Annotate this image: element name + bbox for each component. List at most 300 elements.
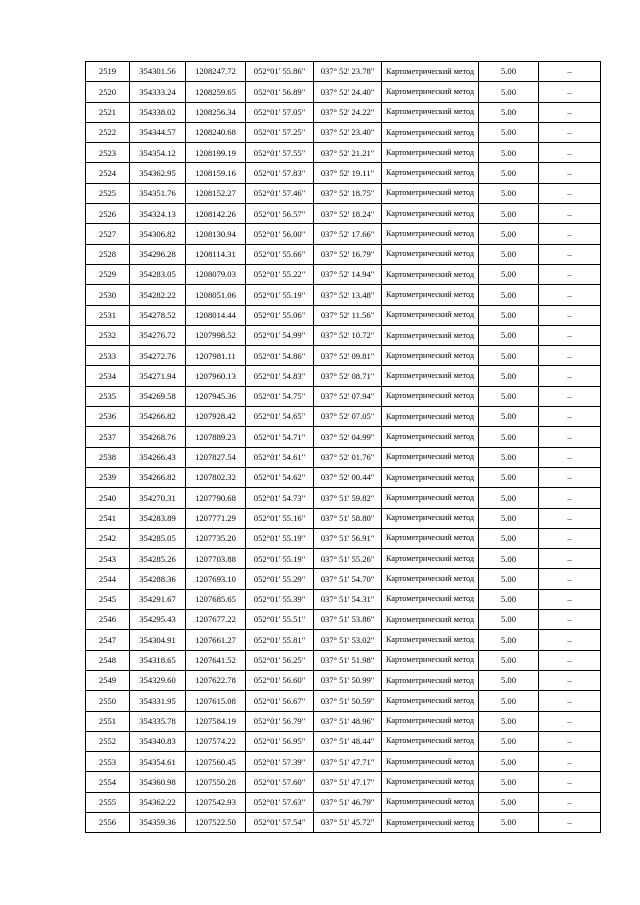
- latitude-cell: 052°01' 54.99": [246, 325, 314, 345]
- latitude-cell: 052°01' 55.81": [246, 630, 314, 650]
- x-coordinate-cell: 354271.94: [130, 366, 186, 386]
- latitude-cell: 052°01' 56.00": [246, 224, 314, 244]
- latitude-cell: 052°01' 56.95": [246, 731, 314, 751]
- precision-cell: 5.00: [479, 752, 539, 772]
- method-cell: Картометрический метод: [382, 650, 479, 670]
- table-body: [86, 62, 601, 833]
- y-coordinate-cell: 1207693.10: [186, 569, 246, 589]
- table-row: [86, 528, 601, 548]
- table-row: [86, 224, 601, 244]
- x-coordinate-cell: 354285.05: [130, 528, 186, 548]
- dash-cell: –: [539, 285, 601, 305]
- table-row: [86, 650, 601, 670]
- latitude-cell: 052°01' 54.73": [246, 488, 314, 508]
- point-number-cell: 2555: [86, 792, 130, 812]
- y-coordinate-cell: 1208152.27: [186, 183, 246, 203]
- longitude-cell: 037° 51' 47.17": [314, 772, 382, 792]
- method-cell: Картометрический метод: [382, 772, 479, 792]
- table-row: [86, 447, 601, 467]
- dash-cell: –: [539, 264, 601, 284]
- latitude-cell: 052°01' 56.25": [246, 650, 314, 670]
- x-coordinate-cell: 354338.02: [130, 102, 186, 122]
- point-number-cell: 2548: [86, 650, 130, 670]
- dash-cell: –: [539, 812, 601, 832]
- longitude-cell: 037° 51' 46.79": [314, 792, 382, 812]
- longitude-cell: 037° 51' 56.91": [314, 528, 382, 548]
- precision-cell: 5.00: [479, 183, 539, 203]
- dash-cell: –: [539, 670, 601, 690]
- x-coordinate-cell: 354354.12: [130, 143, 186, 163]
- longitude-cell: 037° 51' 50.59": [314, 691, 382, 711]
- table-row: [86, 630, 601, 650]
- precision-cell: 5.00: [479, 549, 539, 569]
- y-coordinate-cell: 1208159.16: [186, 163, 246, 183]
- method-cell: Картометрический метод: [382, 447, 479, 467]
- point-number-cell: 2534: [86, 366, 130, 386]
- table-row: [86, 467, 601, 487]
- x-coordinate-cell: 354362.95: [130, 163, 186, 183]
- precision-cell: 5.00: [479, 386, 539, 406]
- y-coordinate-cell: 1207574.22: [186, 731, 246, 751]
- latitude-cell: 052°01' 54.83": [246, 366, 314, 386]
- dash-cell: –: [539, 204, 601, 224]
- precision-cell: 5.00: [479, 569, 539, 589]
- method-cell: Картометрический метод: [382, 143, 479, 163]
- dash-cell: –: [539, 508, 601, 528]
- table-row: [86, 163, 601, 183]
- longitude-cell: 037° 51' 53.02": [314, 630, 382, 650]
- latitude-cell: 052°01' 55.06": [246, 305, 314, 325]
- dash-cell: –: [539, 752, 601, 772]
- dash-cell: –: [539, 589, 601, 609]
- point-number-cell: 2524: [86, 163, 130, 183]
- longitude-cell: 037° 52' 07.05": [314, 407, 382, 427]
- method-cell: Картометрический метод: [382, 589, 479, 609]
- table-row: [86, 549, 601, 569]
- x-coordinate-cell: 354272.76: [130, 346, 186, 366]
- precision-cell: 5.00: [479, 610, 539, 630]
- y-coordinate-cell: 1208259.65: [186, 82, 246, 102]
- method-cell: Картометрический метод: [382, 163, 479, 183]
- latitude-cell: 052°01' 55.19": [246, 549, 314, 569]
- y-coordinate-cell: 1208240.68: [186, 122, 246, 142]
- precision-cell: 5.00: [479, 812, 539, 832]
- dash-cell: –: [539, 407, 601, 427]
- latitude-cell: 052°01' 55.19": [246, 528, 314, 548]
- latitude-cell: 052°01' 55.66": [246, 244, 314, 264]
- dash-cell: –: [539, 528, 601, 548]
- table-row: [86, 346, 601, 366]
- longitude-cell: 037° 52' 09.81": [314, 346, 382, 366]
- table-row: [86, 711, 601, 731]
- point-number-cell: 2528: [86, 244, 130, 264]
- table-row: [86, 427, 601, 447]
- y-coordinate-cell: 1207735.20: [186, 528, 246, 548]
- dash-cell: –: [539, 325, 601, 345]
- method-cell: Картометрический метод: [382, 630, 479, 650]
- precision-cell: 5.00: [479, 731, 539, 751]
- method-cell: Картометрический метод: [382, 610, 479, 630]
- point-number-cell: 2549: [86, 670, 130, 690]
- y-coordinate-cell: 1207889.23: [186, 427, 246, 447]
- method-cell: Картометрический метод: [382, 427, 479, 447]
- longitude-cell: 037° 51' 45.72": [314, 812, 382, 832]
- latitude-cell: 052°01' 54.75": [246, 386, 314, 406]
- longitude-cell: 037° 51' 59.82": [314, 488, 382, 508]
- point-number-cell: 2545: [86, 589, 130, 609]
- method-cell: Картометрический метод: [382, 569, 479, 589]
- precision-cell: 5.00: [479, 305, 539, 325]
- latitude-cell: 052°01' 56.79": [246, 711, 314, 731]
- precision-cell: 5.00: [479, 467, 539, 487]
- dash-cell: –: [539, 386, 601, 406]
- dash-cell: –: [539, 427, 601, 447]
- precision-cell: 5.00: [479, 792, 539, 812]
- point-number-cell: 2532: [86, 325, 130, 345]
- y-coordinate-cell: 1208130.94: [186, 224, 246, 244]
- point-number-cell: 2556: [86, 812, 130, 832]
- dash-cell: –: [539, 630, 601, 650]
- point-number-cell: 2520: [86, 82, 130, 102]
- point-number-cell: 2552: [86, 731, 130, 751]
- point-number-cell: 2526: [86, 204, 130, 224]
- dash-cell: –: [539, 549, 601, 569]
- x-coordinate-cell: 354269.58: [130, 386, 186, 406]
- table-row: [86, 407, 601, 427]
- x-coordinate-cell: 354301.56: [130, 62, 186, 82]
- method-cell: Картометрический метод: [382, 244, 479, 264]
- precision-cell: 5.00: [479, 163, 539, 183]
- table-row: [86, 285, 601, 305]
- longitude-cell: 037° 52' 23.78": [314, 62, 382, 82]
- y-coordinate-cell: 1207945.36: [186, 386, 246, 406]
- method-cell: Картометрический метод: [382, 122, 479, 142]
- table-row: [86, 183, 601, 203]
- point-number-cell: 2527: [86, 224, 130, 244]
- method-cell: Картометрический метод: [382, 325, 479, 345]
- table-row: [86, 143, 601, 163]
- longitude-cell: 037° 52' 01.76": [314, 447, 382, 467]
- x-coordinate-cell: 354278.52: [130, 305, 186, 325]
- longitude-cell: 037° 52' 18.24": [314, 204, 382, 224]
- longitude-cell: 037° 52' 24.40": [314, 82, 382, 102]
- x-coordinate-cell: 354324.13: [130, 204, 186, 224]
- table-row: [86, 244, 601, 264]
- longitude-cell: 037° 52' 17.66": [314, 224, 382, 244]
- precision-cell: 5.00: [479, 630, 539, 650]
- dash-cell: –: [539, 102, 601, 122]
- y-coordinate-cell: 1208247.72: [186, 62, 246, 82]
- dash-cell: –: [539, 447, 601, 467]
- x-coordinate-cell: 354266.82: [130, 467, 186, 487]
- method-cell: Картометрический метод: [382, 264, 479, 284]
- x-coordinate-cell: 354282.22: [130, 285, 186, 305]
- point-number-cell: 2525: [86, 183, 130, 203]
- method-cell: Картометрический метод: [382, 670, 479, 690]
- latitude-cell: 052°01' 55.22": [246, 264, 314, 284]
- precision-cell: 5.00: [479, 427, 539, 447]
- x-coordinate-cell: 354329.60: [130, 670, 186, 690]
- latitude-cell: 052°01' 55.86": [246, 62, 314, 82]
- table-row: [86, 812, 601, 832]
- point-number-cell: 2551: [86, 711, 130, 731]
- latitude-cell: 052°01' 57.39": [246, 752, 314, 772]
- y-coordinate-cell: 1207522.50: [186, 812, 246, 832]
- dash-cell: –: [539, 772, 601, 792]
- y-coordinate-cell: 1207560.45: [186, 752, 246, 772]
- y-coordinate-cell: 1208051.06: [186, 285, 246, 305]
- precision-cell: 5.00: [479, 244, 539, 264]
- longitude-cell: 037° 52' 23.40": [314, 122, 382, 142]
- precision-cell: 5.00: [479, 224, 539, 244]
- longitude-cell: 037° 52' 00.44": [314, 467, 382, 487]
- latitude-cell: 052°01' 56.89": [246, 82, 314, 102]
- table-row: [86, 488, 601, 508]
- dash-cell: –: [539, 224, 601, 244]
- x-coordinate-cell: 354318.65: [130, 650, 186, 670]
- y-coordinate-cell: 1207827.54: [186, 447, 246, 467]
- latitude-cell: 052°01' 57.25": [246, 122, 314, 142]
- longitude-cell: 037° 51' 54.70": [314, 569, 382, 589]
- longitude-cell: 037° 52' 16.79": [314, 244, 382, 264]
- table-row: [86, 731, 601, 751]
- table-row: [86, 569, 601, 589]
- point-number-cell: 2535: [86, 386, 130, 406]
- point-number-cell: 2521: [86, 102, 130, 122]
- latitude-cell: 052°01' 54.86": [246, 346, 314, 366]
- point-number-cell: 2538: [86, 447, 130, 467]
- method-cell: Картометрический метод: [382, 366, 479, 386]
- latitude-cell: 052°01' 56.67": [246, 691, 314, 711]
- method-cell: Картометрический метод: [382, 467, 479, 487]
- point-number-cell: 2546: [86, 610, 130, 630]
- table-row: [86, 264, 601, 284]
- point-number-cell: 2543: [86, 549, 130, 569]
- longitude-cell: 037° 51' 47.71": [314, 752, 382, 772]
- latitude-cell: 052°01' 54.61": [246, 447, 314, 467]
- x-coordinate-cell: 354276.72: [130, 325, 186, 345]
- x-coordinate-cell: 354270.31: [130, 488, 186, 508]
- longitude-cell: 037° 51' 48.44": [314, 731, 382, 751]
- table-row: [86, 386, 601, 406]
- longitude-cell: 037° 52' 24.22": [314, 102, 382, 122]
- y-coordinate-cell: 1207771.29: [186, 508, 246, 528]
- table-row: [86, 792, 601, 812]
- longitude-cell: 037° 52' 07.94": [314, 386, 382, 406]
- longitude-cell: 037° 52' 19.11": [314, 163, 382, 183]
- precision-cell: 5.00: [479, 143, 539, 163]
- dash-cell: –: [539, 610, 601, 630]
- dash-cell: –: [539, 305, 601, 325]
- point-number-cell: 2540: [86, 488, 130, 508]
- latitude-cell: 052°01' 55.51": [246, 610, 314, 630]
- y-coordinate-cell: 1208079.03: [186, 264, 246, 284]
- x-coordinate-cell: 354360.98: [130, 772, 186, 792]
- table-row: [86, 691, 601, 711]
- table-row: [86, 82, 601, 102]
- point-number-cell: 2522: [86, 122, 130, 142]
- point-number-cell: 2553: [86, 752, 130, 772]
- y-coordinate-cell: 1207998.52: [186, 325, 246, 345]
- longitude-cell: 037° 52' 10.72": [314, 325, 382, 345]
- latitude-cell: 052°01' 54.71": [246, 427, 314, 447]
- latitude-cell: 052°01' 55.29": [246, 569, 314, 589]
- precision-cell: 5.00: [479, 691, 539, 711]
- table-row: [86, 305, 601, 325]
- method-cell: Картометрический метод: [382, 386, 479, 406]
- precision-cell: 5.00: [479, 772, 539, 792]
- y-coordinate-cell: 1207584.19: [186, 711, 246, 731]
- precision-cell: 5.00: [479, 102, 539, 122]
- dash-cell: –: [539, 467, 601, 487]
- dash-cell: –: [539, 488, 601, 508]
- method-cell: Картометрический метод: [382, 224, 479, 244]
- latitude-cell: 052°01' 56.57": [246, 204, 314, 224]
- table-row: [86, 102, 601, 122]
- longitude-cell: 037° 51' 55.26": [314, 549, 382, 569]
- method-cell: Картометрический метод: [382, 488, 479, 508]
- y-coordinate-cell: 1208256.34: [186, 102, 246, 122]
- latitude-cell: 052°01' 57.05": [246, 102, 314, 122]
- longitude-cell: 037° 52' 18.75": [314, 183, 382, 203]
- method-cell: Картометрический метод: [382, 691, 479, 711]
- method-cell: Картометрический метод: [382, 204, 479, 224]
- dash-cell: –: [539, 569, 601, 589]
- method-cell: Картометрический метод: [382, 183, 479, 203]
- point-number-cell: 2542: [86, 528, 130, 548]
- longitude-cell: 037° 51' 54.31": [314, 589, 382, 609]
- precision-cell: 5.00: [479, 650, 539, 670]
- longitude-cell: 037° 52' 04.99": [314, 427, 382, 447]
- dash-cell: –: [539, 366, 601, 386]
- dash-cell: –: [539, 711, 601, 731]
- y-coordinate-cell: 1207661.27: [186, 630, 246, 650]
- table-row: [86, 204, 601, 224]
- dash-cell: –: [539, 691, 601, 711]
- x-coordinate-cell: 354296.28: [130, 244, 186, 264]
- method-cell: Картометрический метод: [382, 407, 479, 427]
- x-coordinate-cell: 354304.91: [130, 630, 186, 650]
- latitude-cell: 052°01' 57.83": [246, 163, 314, 183]
- precision-cell: 5.00: [479, 62, 539, 82]
- table-row: [86, 366, 601, 386]
- table-row: [86, 325, 601, 345]
- method-cell: Картометрический метод: [382, 305, 479, 325]
- x-coordinate-cell: 354266.43: [130, 447, 186, 467]
- x-coordinate-cell: 354285.26: [130, 549, 186, 569]
- latitude-cell: 052°01' 54.65": [246, 407, 314, 427]
- y-coordinate-cell: 1207960.13: [186, 366, 246, 386]
- method-cell: Картометрический метод: [382, 82, 479, 102]
- dash-cell: –: [539, 244, 601, 264]
- x-coordinate-cell: 354344.57: [130, 122, 186, 142]
- longitude-cell: 037° 52' 14.94": [314, 264, 382, 284]
- precision-cell: 5.00: [479, 366, 539, 386]
- method-cell: Картометрический метод: [382, 812, 479, 832]
- point-number-cell: 2544: [86, 569, 130, 589]
- point-number-cell: 2541: [86, 508, 130, 528]
- longitude-cell: 037° 51' 53.86": [314, 610, 382, 630]
- longitude-cell: 037° 51' 48.96": [314, 711, 382, 731]
- x-coordinate-cell: 354295.43: [130, 610, 186, 630]
- method-cell: Картометрический метод: [382, 285, 479, 305]
- x-coordinate-cell: 354266.82: [130, 407, 186, 427]
- precision-cell: 5.00: [479, 528, 539, 548]
- x-coordinate-cell: 354331.95: [130, 691, 186, 711]
- point-number-cell: 2554: [86, 772, 130, 792]
- x-coordinate-cell: 354288.36: [130, 569, 186, 589]
- table-row: [86, 589, 601, 609]
- y-coordinate-cell: 1207790.68: [186, 488, 246, 508]
- precision-cell: 5.00: [479, 82, 539, 102]
- precision-cell: 5.00: [479, 285, 539, 305]
- x-coordinate-cell: 354354.61: [130, 752, 186, 772]
- longitude-cell: 037° 51' 51.98": [314, 650, 382, 670]
- y-coordinate-cell: 1208142.26: [186, 204, 246, 224]
- longitude-cell: 037° 52' 21.21": [314, 143, 382, 163]
- precision-cell: 5.00: [479, 508, 539, 528]
- point-number-cell: 2523: [86, 143, 130, 163]
- longitude-cell: 037° 52' 13.48": [314, 285, 382, 305]
- dash-cell: –: [539, 122, 601, 142]
- y-coordinate-cell: 1207685.65: [186, 589, 246, 609]
- method-cell: Картометрический метод: [382, 731, 479, 751]
- latitude-cell: 052°01' 55.39": [246, 589, 314, 609]
- method-cell: Картометрический метод: [382, 508, 479, 528]
- dash-cell: –: [539, 183, 601, 203]
- latitude-cell: 052°01' 54.62": [246, 467, 314, 487]
- precision-cell: 5.00: [479, 711, 539, 731]
- precision-cell: 5.00: [479, 346, 539, 366]
- dash-cell: –: [539, 346, 601, 366]
- y-coordinate-cell: 1208114.31: [186, 244, 246, 264]
- x-coordinate-cell: 354359.36: [130, 812, 186, 832]
- precision-cell: 5.00: [479, 204, 539, 224]
- point-number-cell: 2531: [86, 305, 130, 325]
- x-coordinate-cell: 354268.76: [130, 427, 186, 447]
- x-coordinate-cell: 354291.67: [130, 589, 186, 609]
- method-cell: Картометрический метод: [382, 711, 479, 731]
- latitude-cell: 052°01' 57.55": [246, 143, 314, 163]
- point-number-cell: 2536: [86, 407, 130, 427]
- longitude-cell: 037° 51' 58.80": [314, 508, 382, 528]
- table-row: [86, 752, 601, 772]
- y-coordinate-cell: 1207542.93: [186, 792, 246, 812]
- y-coordinate-cell: 1208199.19: [186, 143, 246, 163]
- point-number-cell: 2537: [86, 427, 130, 447]
- dash-cell: –: [539, 731, 601, 751]
- dash-cell: –: [539, 792, 601, 812]
- latitude-cell: 052°01' 57.60": [246, 772, 314, 792]
- precision-cell: 5.00: [479, 488, 539, 508]
- y-coordinate-cell: 1207622.78: [186, 670, 246, 690]
- table-row: [86, 508, 601, 528]
- latitude-cell: 052°01' 57.54": [246, 812, 314, 832]
- x-coordinate-cell: 354351.76: [130, 183, 186, 203]
- y-coordinate-cell: 1207641.52: [186, 650, 246, 670]
- precision-cell: 5.00: [479, 407, 539, 427]
- latitude-cell: 052°01' 56.60": [246, 670, 314, 690]
- latitude-cell: 052°01' 57.46": [246, 183, 314, 203]
- precision-cell: 5.00: [479, 447, 539, 467]
- precision-cell: 5.00: [479, 589, 539, 609]
- dash-cell: –: [539, 82, 601, 102]
- y-coordinate-cell: 1207802.32: [186, 467, 246, 487]
- method-cell: Картометрический метод: [382, 752, 479, 772]
- precision-cell: 5.00: [479, 122, 539, 142]
- precision-cell: 5.00: [479, 264, 539, 284]
- y-coordinate-cell: 1207550.28: [186, 772, 246, 792]
